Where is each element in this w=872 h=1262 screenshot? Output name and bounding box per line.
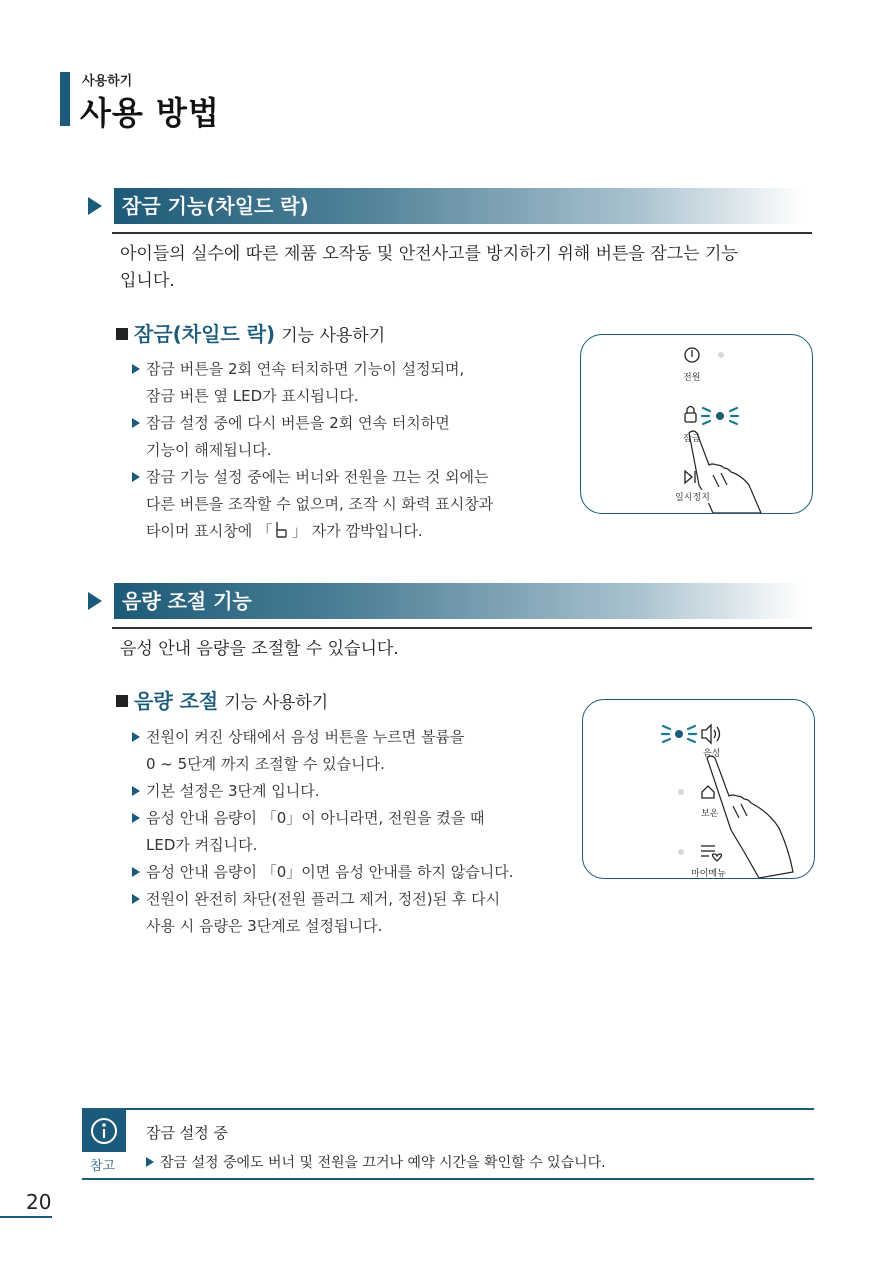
triangle-bullet-icon [132, 894, 140, 904]
note-divider-bottom [82, 1178, 814, 1180]
section-divider [112, 627, 812, 629]
led-dot-icon [675, 730, 683, 738]
section-volume-description [120, 636, 800, 663]
mymenu-label: 마이메뉴 [691, 869, 726, 879]
lock-panel-drawing [581, 335, 812, 513]
lock-label: 잠금 [683, 434, 701, 444]
led-off-icon [678, 789, 684, 795]
section-divider [112, 232, 812, 234]
pause-label: 일시정지 [675, 490, 710, 503]
note-icon-box [82, 1110, 126, 1152]
note-divider-top [82, 1108, 814, 1110]
lock-display-glyph-icon [274, 520, 290, 540]
subsection-rest: 기능 사용하기 [281, 326, 386, 346]
triangle-bullet-icon [132, 472, 140, 482]
keepwarm-icon [702, 786, 714, 798]
play-pause-icon [685, 471, 695, 483]
voice-label: 음성 [703, 749, 721, 759]
subsection-highlight: 잠금(차일드 락) [134, 322, 276, 346]
list-item: LED가 켜집니다. [146, 836, 258, 854]
triangle-bullet-icon [132, 867, 140, 877]
section-arrow-icon [88, 197, 102, 215]
note-label: 참고 [90, 1159, 116, 1174]
list-item: 음성 안내 음량이 「0」이 아니라면, 전원을 켰을 때 [132, 805, 552, 832]
speaker-icon [702, 725, 720, 743]
power-label: 전원 [683, 373, 701, 383]
list-item: 타이머 표시창에 「 」 자가 깜박입니다. [146, 522, 423, 540]
lock-panel-illustration [580, 334, 813, 514]
desc-line: 아이들의 실수에 따른 제품 오작동 및 안전사고를 방지하기 위해 버튼을 잠그는 기능 [120, 244, 738, 264]
lock-icon [685, 407, 696, 423]
list-item: 기본 설정은 3단계 입니다. [132, 778, 552, 805]
header-category: 사용하기 [82, 74, 133, 89]
volume-panel-drawing [583, 700, 814, 878]
triangle-bullet-icon [132, 786, 140, 796]
triangle-bullet-icon [132, 732, 140, 742]
section-lock-description [120, 241, 800, 295]
volume-panel-illustration [582, 699, 815, 879]
keepwarm-label: 보온 [701, 806, 718, 819]
list-item: 전원이 켜진 상태에서 음성 버튼을 누르면 볼륨을 [132, 724, 552, 751]
pointing-hand-icon [707, 756, 793, 878]
section-title-volume: 음량 조절 기능 [114, 583, 804, 619]
page-title: 사용 방법 [80, 94, 220, 132]
list-item: 다른 버튼을 조작할 수 없으며, 조작 시 화력 표시창과 [146, 495, 494, 513]
section-arrow-icon [88, 592, 102, 610]
list-item: 잠금 버튼을 2회 연속 터치하면 기능이 설정되며, [132, 356, 552, 383]
note-title: 잠금 설정 중 [146, 1124, 228, 1142]
section-title-lock: 잠금 기능(차일드 락) [114, 188, 804, 224]
header-accent-bar [60, 72, 70, 126]
triangle-bullet-icon [132, 813, 140, 823]
list-item: 잠금 기능 설정 중에는 버너와 전원을 끄는 것 외에는 [132, 464, 552, 491]
list-item: 기능이 해제됩니다. [146, 441, 272, 459]
power-icon [685, 348, 724, 362]
square-bullet-icon [116, 695, 128, 707]
list-item: 음성 안내 음량이 「0」이면 음성 안내를 하지 않습니다. [132, 859, 552, 886]
desc-line: 음성 안내 음량을 조절할 수 있습니다. [120, 639, 399, 659]
subsection-highlight: 음량 조절 [134, 689, 219, 713]
square-bullet-icon [116, 328, 128, 340]
triangle-bullet-icon [146, 1157, 154, 1167]
volume-bullet-list [132, 724, 552, 940]
page-number: 20 [26, 1190, 52, 1214]
triangle-bullet-icon [132, 364, 140, 374]
subsection-rest: 기능 사용하기 [224, 693, 329, 713]
led-off-icon [678, 849, 684, 855]
mymenu-icon [701, 846, 722, 861]
subsection-title-volume [116, 685, 328, 714]
note-text: 잠금 설정 중에도 버너 및 전원을 끄거나 예약 시간을 확인할 수 있습니다. [146, 1152, 606, 1172]
list-item: 잠금 설정 중에 다시 버튼을 2회 연속 터치하면 [132, 410, 552, 437]
lock-bullet-list [132, 356, 552, 545]
triangle-bullet-icon [132, 418, 140, 428]
list-item: 전원이 완전히 차단(전원 플러그 제거, 정전)된 후 다시 [132, 886, 552, 913]
list-item: 0 ~ 5단계 까지 조절할 수 있습니다. [146, 755, 385, 773]
subsection-title-lock [116, 318, 385, 347]
info-icon [82, 1110, 126, 1152]
desc-line: 입니다. [120, 271, 175, 291]
led-dot-icon [716, 412, 724, 420]
page-number-underline [0, 1216, 52, 1218]
list-item: 사용 시 음량은 3단계로 설정됩니다. [146, 917, 383, 935]
list-item: 잠금 버튼 옆 LED가 표시됩니다. [146, 387, 359, 405]
